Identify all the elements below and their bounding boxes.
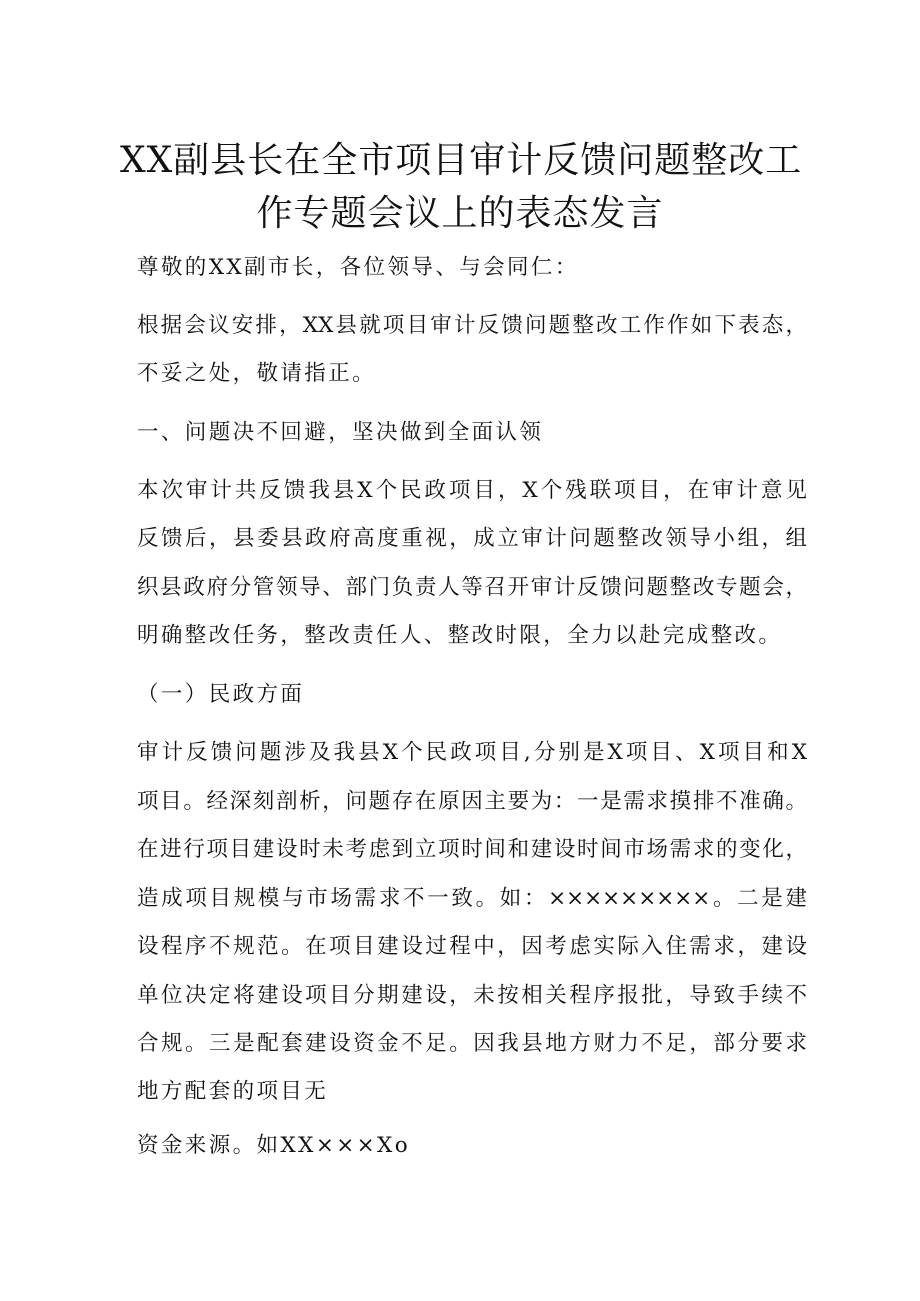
paragraph-line: 项目。经深刻剖析，问题存在原因主要为：一是需求摸排不准确。 (137, 789, 807, 814)
paragraph-line: 造成项目规模与市场需求不一致。如：×××××××××。二是建 (137, 886, 807, 911)
document-title-line-2: 作专题会议上的表态发言 (256, 193, 664, 234)
paragraph-line: 合规。三是配套建设资金不足。因我县地方财力不足，部分要求 (137, 1031, 807, 1056)
paragraph-line: 在进行项目建设时未考虑到立项时间和建设时间市场需求的变化， (137, 837, 807, 862)
paragraph-line: 明确整改任务，整改责任人、整改时限，全力以赴完成整改。 (137, 623, 783, 648)
paragraph-line: 单位决定将建设项目分期建设，未按相关程序报批，导致手续不 (137, 983, 807, 1008)
intro-line: 根据会议安排，XX县就项目审计反馈问题整改工作作如下表态， (137, 313, 807, 338)
paragraph-line: 设程序不规范。在项目建设过程中，因考虑实际入住需求，建设 (137, 934, 807, 959)
paragraph-line: 反馈后，县委县政府高度重视，成立审计问题整改领导小组，组 (137, 526, 807, 551)
document-title-line-1: XX副县长在全市项目审计反馈问题整改工 (120, 140, 803, 181)
section-heading: 一、问题决不回避，坚决做到全面认领 (137, 420, 544, 445)
paragraph-line: 审计反馈问题涉及我县X个民政项目,分别是X项目、X项目和X (137, 740, 807, 765)
paragraph-line: 地方配套的项目无 (137, 1079, 329, 1104)
paragraph-line: 织县政府分管领导、部门负责人等召开审计反馈问题整改专题会， (137, 575, 807, 600)
subsection-heading: （一）民政方面 (137, 682, 305, 707)
paragraph-line: 资金来源。如XX×××Xo (137, 1133, 411, 1158)
intro-line: 不妥之处，敬请指正。 (137, 361, 377, 386)
paragraph-line: 本次审计共反馈我县X个民政项目，X个残联项目，在审计意见 (137, 478, 807, 503)
salutation: 尊敬的XX副市长，各位领导、与会同仁： (137, 255, 579, 280)
